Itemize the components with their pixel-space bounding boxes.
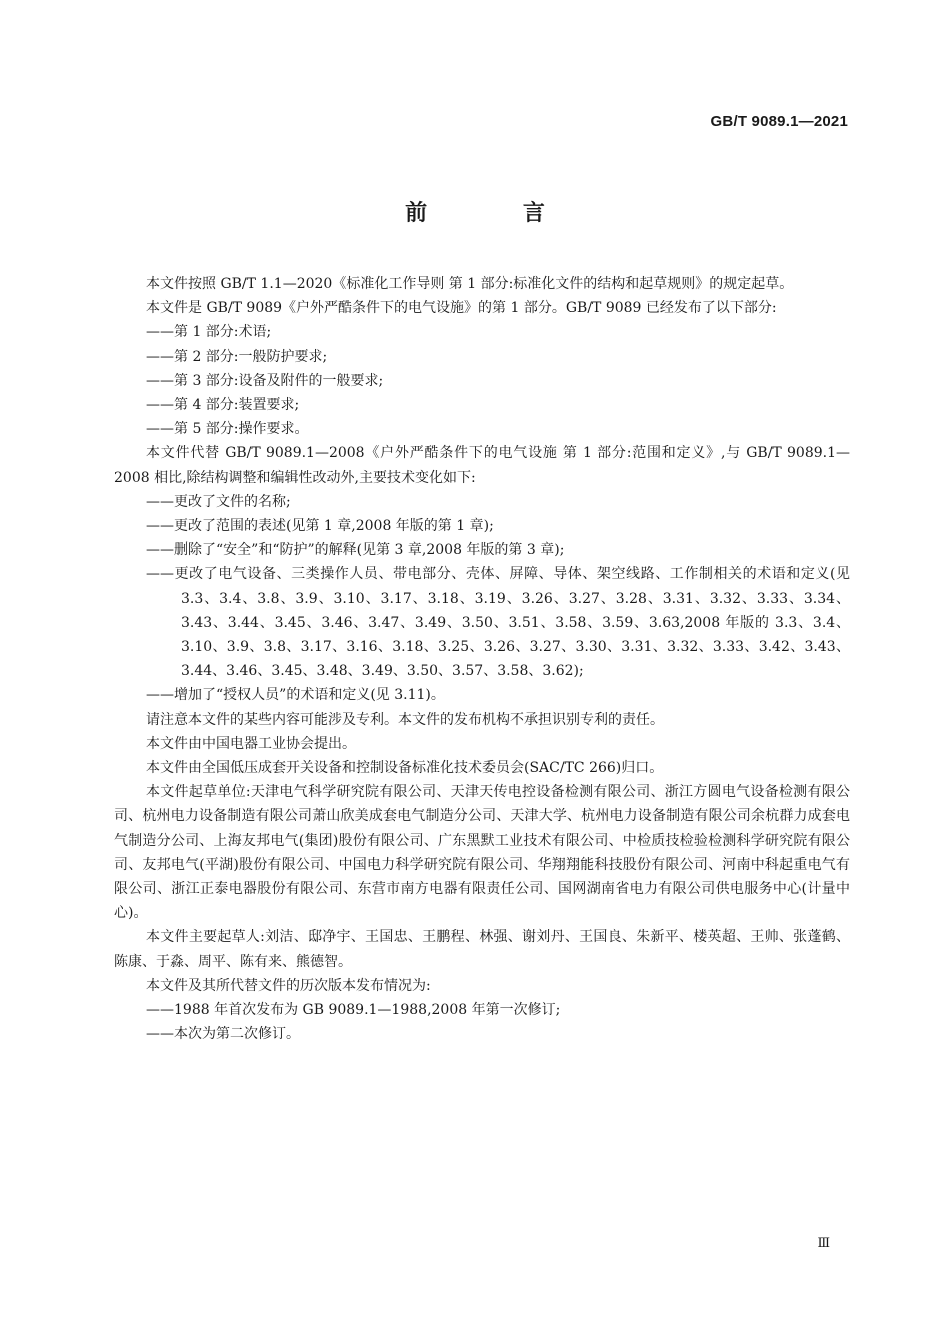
paragraph-patent-notice: 请注意本文件的某些内容可能涉及专利。本文件的发布机构不承担识别专利的责任。 — [146, 711, 664, 728]
list-item-change: ——删除了“安全”和“防护”的解释(见第 3 章,2008 年版的第 3 章); — [146, 542, 565, 559]
paragraph-proposer: 本文件由中国电器工业协会提出。 — [146, 735, 356, 752]
list-item-part: ——第 5 部分:操作要求。 — [146, 421, 309, 438]
paragraph-series-intro: 本文件是 GB/T 9089《户外严酷条件下的电气设施》的第 1 部分。GB/T 9089 已经发布了以下部分: — [146, 300, 777, 317]
paragraph-drafting-units: 本文件起草单位:天津电气科学研究院有限公司、天津天传电控设备检测有限公司、浙江方圆电气设备检测有限公司、杭州电力设备制造有限公司萧山欣美成套电气制造分公司、天津大学、杭州电力设备制造有限公司余杭群力成套电气制造分公司、上海友邦电气(集团)股份有限公司、广东黑默工业技术有限公司、中检质技检验检测科学研究院有限公司、友邦电气(平湖)股份有限公司、中国电力科学研究院有限公司、华翔翔能科技股份有限公司、河南中科起重电气有限公司、浙江正泰电器股份有限公司、东营市南方电器有限责任公司、国网湖南省电力有限公司供电服务中心(计量中心)。 — [114, 784, 850, 922]
list-item-change: ——更改了范围的表述(见第 1 章,2008 年版的第 1 章); — [146, 518, 494, 535]
page-number: Ⅲ — [817, 1236, 830, 1251]
document-body — [114, 272, 850, 1047]
list-item-part: ——第 3 部分:设备及附件的一般要求; — [146, 372, 384, 389]
list-item-history: ——本次为第二次修订。 — [146, 1026, 300, 1043]
paragraph-drafters: 本文件主要起草人:刘洁、邸净宇、王国忠、王鹏程、林强、谢刘丹、王国良、朱新平、楼英超、王帅、张蓬鹤、陈康、于淼、周平、陈有来、熊德智。 — [114, 929, 850, 970]
list-item-change: ——更改了文件的名称; — [146, 493, 291, 510]
list-item-part: ——第 1 部分:术语; — [146, 324, 272, 341]
list-item-part: ——第 2 部分:一般防护要求; — [146, 348, 328, 365]
paragraph-drafting-rules: 本文件按照 GB/T 1.1—2020《标准化工作导则 第 1 部分:标准化文件的结构和起草规则》的规定起草。 — [146, 276, 794, 292]
list-item-part: ——第 4 部分:装置要求; — [146, 397, 300, 414]
page-title: 前 言 — [405, 201, 589, 226]
standard-number: GB/T 9089.1—2021 — [710, 113, 848, 130]
paragraph-committee: 本文件由全国低压成套开关设备和控制设备标准化技术委员会(SAC/TC 266)归口。 — [146, 760, 664, 777]
paragraph-history-intro: 本文件及其所代替文件的历次版本发布情况为: — [146, 977, 431, 994]
paragraph-replacement: 本文件代替 GB/T 9089.1—2008《户外严酷条件下的电气设施 第 1 部分:范围和定义》,与 GB/T 9089.1—2008 相比,除结构调整和编辑性改动外,主要技术变化如下: — [114, 445, 850, 486]
list-item-change: ——增加了“授权人员”的术语和定义(见 3.11)。 — [146, 687, 445, 704]
list-item-change: ——更改了电气设备、三类操作人员、带电部分、壳体、屏障、导体、架空线路、工作制相关的术语和定义(见 3.3、3.4、3.8、3.9、3.10、3.17、3.18、3.19、3.26、3.27、3.28、3.31、3.32、3.33、3.34、3.43、3.44、3.45、3.46、3.47、3.49、3.50、3.51、3.58、3.59、3.63,2008 年版的 3.3、3.4、3.10、3.9、3.8、3.17、3.16、3.18、3.25、3.26、3.27、3.30、3.31、3.32、3.33、3.42、3.43、3.44、3.46、3.45、3.48、3.49、3.50、3.57、3.58、3.62); — [146, 566, 850, 680]
list-item-history: ——1988 年首次发布为 GB 9089.1—1988,2008 年第一次修订; — [146, 1002, 561, 1019]
